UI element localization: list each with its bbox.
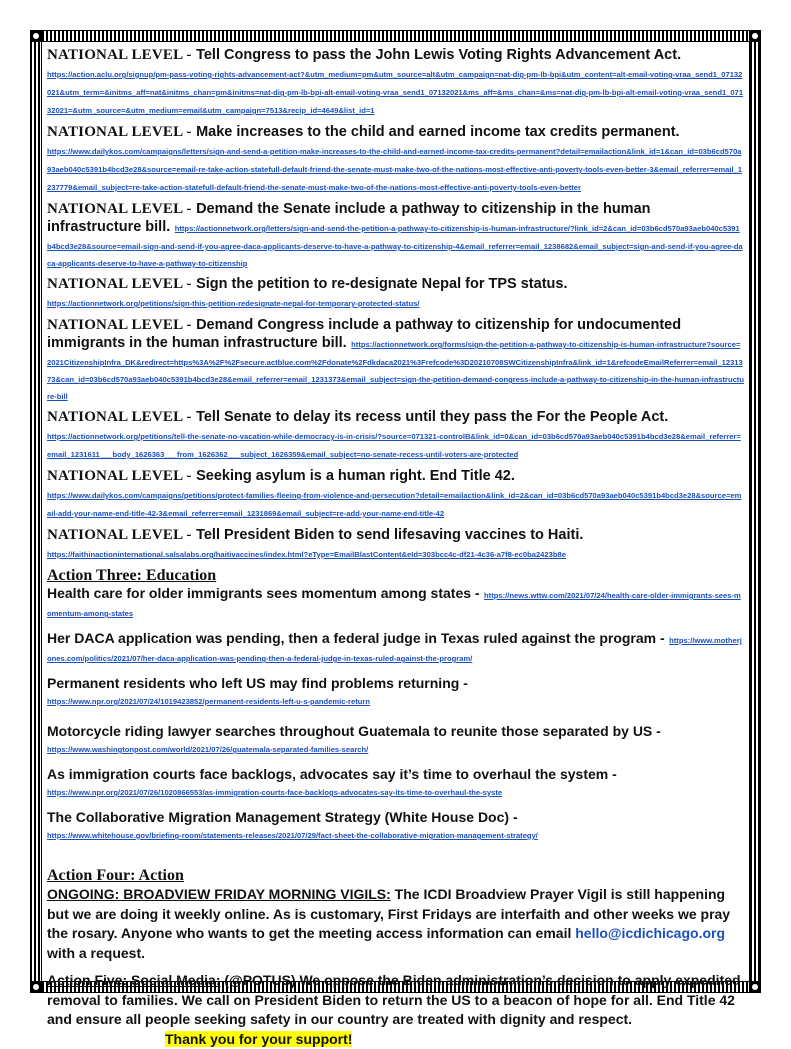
corner-ornament-icon bbox=[30, 30, 42, 42]
national-level-label: NATIONAL LEVEL - bbox=[47, 317, 192, 333]
national-item bbox=[47, 275, 744, 311]
national-level-list bbox=[47, 46, 744, 562]
national-level-label: NATIONAL LEVEL - bbox=[47, 47, 192, 63]
vigil-lead: ONGOING: BROADVIEW FRIDAY MORNING VIGILS: bbox=[47, 886, 391, 902]
education-item bbox=[47, 723, 744, 757]
action-link[interactable]: https://actionnetwork.org/forms/sign-the-petition-a-pathway-to-citizenship-is-human-infrastructure?source=2021CitizenshipInfra_DK&redirect=https%3A%2F%2Fsecure.actblue.com%2Fdonate%2Fdkdaca2021%3Frefcode%3D20210708SWCitizenshipInfra&link_id=1&refcodeEmailReferrer=email_1231373&can_id=03b6cd570a93aeb040c5391b4bcd3e28&email_referrer=email_1231373&email_subject=sign-the-petition-demand-congress-include-a-pathway-to-citizenship-in-the-human-infrastructure-bill bbox=[47, 340, 744, 401]
article-link[interactable]: https://news.wttw.com/2021/07/24/health-care-older-immigrants-sees-momentum-among-states bbox=[47, 591, 741, 618]
action-link[interactable]: https://actionnetwork.org/petitions/sign-this-petition-redesignate-nepal-for-temporary-protected-status/ bbox=[47, 299, 420, 308]
article-headline: Health care for older immigrants sees momentum among states - bbox=[47, 585, 480, 601]
action-headline: Sign the petition to re-designate Nepal for TPS status. bbox=[196, 276, 568, 292]
action-headline: Seeking asylum is a human right. End Title 42. bbox=[196, 468, 515, 484]
action-headline: Tell President Biden to send lifesaving vaccines to Haiti. bbox=[196, 527, 584, 543]
education-item bbox=[47, 630, 744, 666]
education-item bbox=[47, 585, 744, 621]
vigil-body: The ICDI Broadview Prayer Vigil is still happening but we are doing it weekly online. As is customary, First Fridays are interfaith and other weeks we pray the rosary. Anyone who wants to get the meeting access information can email bbox=[47, 886, 731, 941]
thank-you-note: Thank you for your support! bbox=[165, 1030, 353, 1047]
email-link[interactable]: hello@icdichicago.org bbox=[575, 925, 726, 941]
article-link[interactable]: https://www.motherjones.com/politics/2021/07/her-daca-application-was-pending-then-a-federal-judge-in-texas-ruled-against-the-program/ bbox=[47, 636, 742, 663]
education-item bbox=[47, 675, 744, 709]
article-headline: Motorcycle riding lawyer searches throughout Guatemala to reunite those separated by US - bbox=[47, 723, 661, 739]
national-level-label: NATIONAL LEVEL - bbox=[47, 468, 192, 484]
national-item bbox=[47, 526, 744, 562]
article-headline: The Collaborative Migration Management Strategy (White House Doc) - bbox=[47, 809, 518, 825]
social-media-lead: Action Five: Social Media: bbox=[47, 972, 221, 988]
action-headline: Tell Congress to pass the John Lewis Voting Rights Advancement Act. bbox=[196, 47, 682, 63]
article-headline: As immigration courts face backlogs, advocates say it’s time to overhaul the system - bbox=[47, 766, 617, 782]
national-item bbox=[47, 46, 744, 118]
social-media-body: (@POTUS) We oppose the Biden administration’s decision to apply expedited removal to families. We call on President Biden to return the US to a beacon of hope for all. End Title 42 and ensure all people seeking safety in our country are treated with dignity and respect. bbox=[47, 972, 741, 1027]
article-link[interactable]: https://www.washingtonpost.com/world/2021/07/26/guatemala-separated-families-search/ bbox=[47, 745, 369, 754]
action-headline: Tell Senate to delay its recess until they pass the For the People Act. bbox=[196, 409, 669, 425]
corner-ornament-icon bbox=[749, 30, 761, 42]
section-title: Action Four: Action bbox=[47, 867, 184, 884]
article-headline: Permanent residents who left US may find problems returning - bbox=[47, 675, 468, 691]
article-link[interactable]: https://www.npr.org/2021/07/26/1020866553/as-immigration-courts-face-backlogs-advocates-say-its-time-to-overhaul-the-syste bbox=[47, 788, 503, 797]
action-five-section bbox=[47, 971, 744, 1049]
action-three-section bbox=[47, 567, 744, 843]
social-media-paragraph bbox=[47, 971, 744, 1049]
education-item bbox=[47, 766, 744, 800]
national-item bbox=[47, 467, 744, 521]
action-four-section bbox=[47, 867, 744, 963]
action-link[interactable]: https://faithinactioninternational.salsalabs.org/haitivaccines/index.html?eType=EmailBlastContent&eId=303bcc4c-df21-4c36-a7f8-ec0ba2423b8e bbox=[47, 550, 566, 559]
vigil-paragraph bbox=[47, 885, 744, 963]
action-link[interactable]: https://www.dailykos.com/campaigns/petitions/protect-families-fleeing-from-violence-and-persecution?detail=emailaction&link_id=2&can_id=03b6cd570a93aeb040c5391b4bcd3e28&source=email-add-your-name-end-title-42-3&email_referrer=email_1231869&email_subject=re-add-your-name-end-title-42 bbox=[47, 491, 742, 518]
national-level-label: NATIONAL LEVEL - bbox=[47, 527, 192, 543]
action-link[interactable]: https://actionnetwork.org/letters/sign-and-send-the-petition-a-pathway-to-citizenship-is-human-infrastructure/?link_id=2&can_id=03b6cd570a93aeb040c5391b4bcd3e28&source=email-sign-and-send-if-you-agree-daca-applicants-deserve-to-have-a-pathway-to-citizenship-4&email_referrer=email_1238682&email_subject=sign-and-send-if-you-agree-daca-applicants-deserve-to-have-a-pathway-to-citizenship bbox=[47, 224, 743, 268]
action-link[interactable]: https://action.aclu.org/signup/pm-pass-voting-rights-advancement-act?&utm_medium=pm&utm_source=alt&utm_campaign=nat-dig-pm-lb-bpi&utm_content=alt-email-voting-vraa_send1_07132021&utm_term=&initms_aff=nat&initms_chan=pm&initms=nat-dig-pm-lb-bpi-alt-email-voting-vraa_send1_07132021&ms_aff=&ms_chan=&ms=nat-dig-pm-lb-bpi-alt-email-voting-vraa_send1_07132021=&utm_source=&utm_medium=email&utm_campaign=7513&recip_id=4649&list_id=1 bbox=[47, 70, 744, 115]
national-item bbox=[47, 200, 744, 270]
action-link[interactable]: https://www.dailykos.com/campaigns/letters/sign-and-send-a-petition-make-increases-to-the-child-and-earned-income-tax-credits-permanent?detail=emailaction&link_id=1&can_id=03b6cd570a93aeb040c5391b4bcd3e28&source=email-re-take-action-statefull-default-friend-the-senate-must-make-two-of-the-nations-most-effective-anti-poverty-tools-even-better-3&email_referrer=email_1237779&email_subject=re-take-action-statefull-default-friend-the-senate-must-make-two-of-the-nations-most-effective-anti-poverty-tools-even-better bbox=[47, 147, 743, 192]
national-level-label: NATIONAL LEVEL - bbox=[47, 201, 192, 217]
corner-ornament-icon bbox=[30, 981, 42, 993]
national-level-label: NATIONAL LEVEL - bbox=[47, 276, 192, 292]
action-headline: Demand Congress include a pathway to citizenship for undocumented immigrants in the human infrastructure bill. bbox=[47, 317, 682, 351]
vigil-tail: with a request. bbox=[47, 944, 146, 961]
national-level-label: NATIONAL LEVEL - bbox=[47, 409, 192, 425]
corner-ornament-icon bbox=[749, 981, 761, 993]
article-headline: Her DACA application was pending, then a federal judge in Texas ruled against the program - bbox=[47, 630, 665, 646]
article-link[interactable]: https://www.npr.org/2021/07/24/1019423852/permanent-residents-left-u-s-pandemic-return bbox=[47, 697, 370, 706]
national-item bbox=[47, 123, 744, 195]
national-level-label: NATIONAL LEVEL - bbox=[47, 124, 192, 140]
national-item bbox=[47, 408, 744, 462]
action-link[interactable]: https://actionnetwork.org/petitions/tell-the-senate-no-vacation-while-democracy-is-in-crisis/?source=071321-controlB&link_id=0&can_id=03b6cd570a93aeb040c5391b4bcd3e28&email_referrer=email_1231611___body_1626363___from_1626362___subject_1626359&email_subject=no-senate-recess-until-voters-are-protected bbox=[47, 432, 741, 459]
national-item bbox=[47, 316, 744, 403]
action-headline: Make increases to the child and earned income tax credits permanent. bbox=[196, 124, 680, 140]
article-link[interactable]: https://www.whitehouse.gov/briefing-room/statements-releases/2021/07/29/fact-sheet-the-collaborative-migration-management-strategy/ bbox=[47, 831, 538, 840]
action-headline: Demand the Senate include a pathway to citizenship in the human infrastructure bill. bbox=[47, 201, 651, 235]
education-item bbox=[47, 809, 744, 843]
page-content bbox=[47, 46, 744, 1049]
section-title: Action Three: Education bbox=[47, 567, 217, 584]
